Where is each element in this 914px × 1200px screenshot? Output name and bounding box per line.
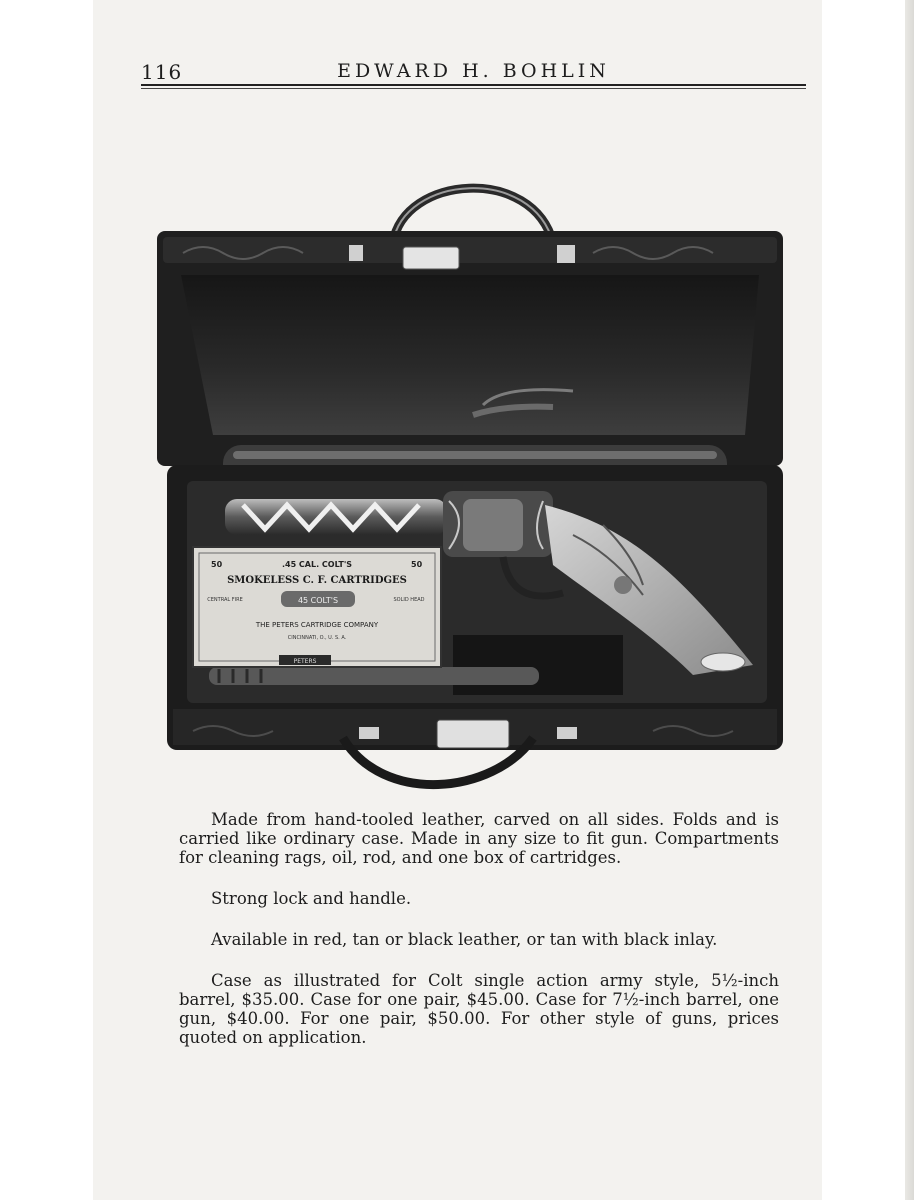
gun-case-illustration: [153, 165, 793, 790]
box-right-label: SOLID HEAD: [393, 597, 425, 603]
box-cartridge-label: 45 COLT'S: [297, 596, 339, 605]
description-paragraph-1: Made from hand-tooled leather, carved on all sides. Folds and is carried like ordinary case. Made in any size to fit gun. Compartments for cleaning rags, oil, rod, and one box of cartridges.: [179, 810, 779, 867]
box-title: SMOKELESS C. F. CARTRIDGES: [227, 575, 407, 586]
description-paragraph-3: Available in red, tan or black leather, or tan with black inlay.: [211, 930, 718, 949]
box-count-right: 50: [411, 560, 423, 569]
page-header: [141, 60, 806, 86]
description-paragraph-2: Strong lock and handle.: [211, 889, 412, 908]
running-head: EDWARD H. BOHLIN: [337, 60, 610, 82]
header-rule: [141, 84, 806, 86]
box-maker: THE PETERS CARTRIDGE COMPANY: [255, 621, 379, 629]
book-page: [93, 0, 822, 1200]
cleaning-rod: [209, 667, 539, 685]
box-count-left: 50: [211, 560, 223, 569]
gun-case-photo: [153, 165, 793, 790]
cartridge-box: [193, 547, 441, 667]
bottom-latch: [437, 720, 509, 748]
box-city: CINCINNATI, O., U. S. A.: [287, 635, 347, 641]
price-paragraph: Case as illustrated for Colt single action army style, 5½-inch barrel, $35.00. Case for one pair, $45.00. Case for 7½-inch barrel, one gun, $40.00. For one pair, $50.00. For other style of guns, prices quoted on application.: [179, 971, 779, 1047]
page-gutter: [905, 0, 914, 1200]
header-rule-thin: [141, 88, 806, 89]
box-left-label: CENTRAL FIRE: [207, 597, 243, 603]
box-caliber: .45 CAL. COLT'S: [281, 560, 353, 569]
page-number: 116: [141, 60, 183, 84]
description: [179, 810, 779, 1069]
lid-latch: [403, 247, 459, 269]
box-tab: PETERS: [293, 658, 317, 665]
